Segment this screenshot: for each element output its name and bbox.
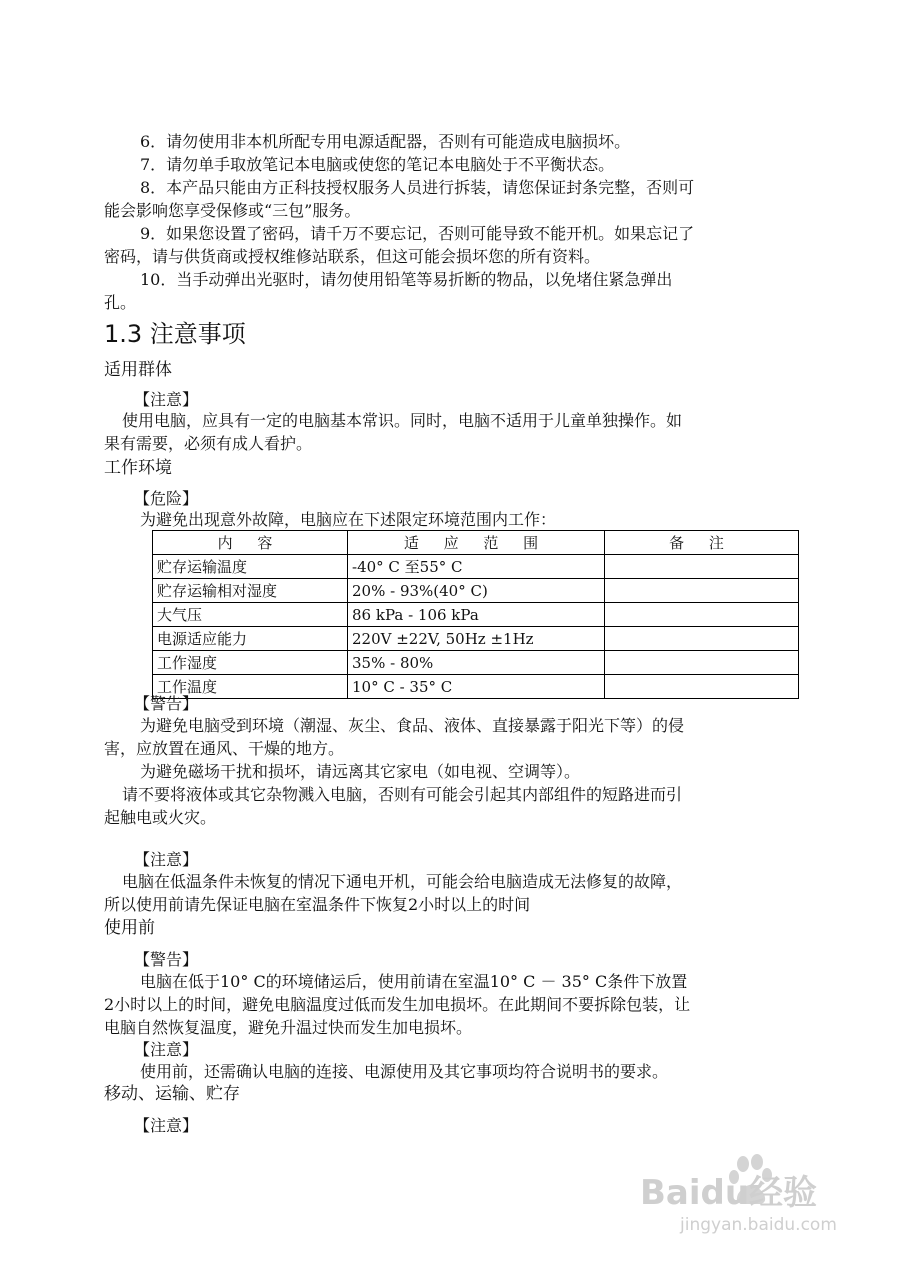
environment-table [152, 530, 799, 699]
table-cell [605, 603, 799, 627]
table-cell [605, 579, 799, 603]
item-9-line2: 密码，请与供货商或授权维修站联系，但这可能会损坏您的所有资料。 [104, 247, 601, 266]
table-cell: 220V ±22V, 50Hz ±1Hz [348, 627, 605, 651]
before-warn-line1: 电脑在低于10° C的环境储运后，使用前请在室温10° C － 35° C条件下放置 [140, 972, 688, 991]
table-cell [605, 675, 799, 699]
env-note-line2: 所以使用前请先保证电脑在室温条件下恢复2小时以上的时间 [104, 895, 531, 914]
group-line1: 使用电脑，应具有一定的电脑基本常识。同时，电脑不适用于儿童单独操作。如 [122, 411, 683, 430]
env-warn-line2: 害，应放置在通风、干燥的地方。 [104, 739, 345, 758]
table-header: 适 应 范 围 [348, 531, 605, 555]
table-cell [605, 627, 799, 651]
table-cell: 贮存运输相对湿度 [153, 579, 348, 603]
group-line2: 果有需要，必须有成人看护。 [104, 434, 313, 453]
env-warn-line4: 请不要将液体或其它杂物溅入电脑，否则有可能会引起其内部组件的短路进而引 [122, 785, 683, 804]
env-warn-line3: 为避免磁场干扰和损坏，请远离其它家电（如电视、空调等）。 [140, 762, 581, 781]
env-intro: 为避免出现意外故障，电脑应在下述限定环境范围内工作： [140, 510, 557, 529]
env-note-line1: 电脑在低温条件未恢复的情况下通电开机，可能会给电脑造成无法修复的故障， [122, 872, 683, 891]
watermark-brand: Baidu经验 [640, 1173, 818, 1213]
item-8-line1: 8．本产品只能由方正科技授权服务人员进行拆装，请您保证封条完整，否则可 [140, 178, 695, 197]
item-9-line1: 9．如果您设置了密码，请千万不要忘记，否则可能导致不能开机。如果忘记了 [140, 224, 695, 243]
table-header: 内 容 [153, 531, 348, 555]
table-header-row [153, 531, 799, 555]
before-note-line: 使用前，还需确认电脑的连接、电源使用及其它事项均符合说明书的要求。 [140, 1062, 669, 1081]
table-row [153, 579, 799, 603]
before-warn-line2: 2小时以上的时间，避免电脑温度过低而发生加电损坏。在此期间不要拆除包装，让 [104, 995, 691, 1014]
before-heading: 使用前 [104, 918, 155, 938]
watermark-url: jingyan.baidu.com [680, 1215, 837, 1235]
table-cell: 工作湿度 [153, 651, 348, 675]
table-row [153, 627, 799, 651]
table-row [153, 651, 799, 675]
item-10-line2: 孔。 [104, 293, 137, 312]
table-cell [605, 555, 799, 579]
table-cell: 35% - 80% [348, 651, 605, 675]
move-note-tag: 【注意】 [134, 1116, 199, 1135]
item-8-line2: 能会影响您享受保修或“三包”服务。 [104, 201, 361, 220]
table-row [153, 555, 799, 579]
move-heading: 移动、运输、贮存 [104, 1084, 240, 1104]
env-heading: 工作环境 [104, 458, 172, 478]
table-cell: 工作温度 [153, 675, 348, 699]
item-6: 6．请勿使用非本机所配专用电源适配器，否则有可能造成电脑损坏。 [140, 132, 631, 151]
table-cell: 贮存运输温度 [153, 555, 348, 579]
item-10-line1: 10．当手动弹出光驱时，请勿使用铅笔等易折断的物品，以免堵住紧急弹出 [140, 270, 673, 289]
table-row [153, 675, 799, 699]
table-cell: -40° C 至55° C [348, 555, 605, 579]
table-cell [605, 651, 799, 675]
table-cell: 电源适应能力 [153, 627, 348, 651]
before-note-tag: 【注意】 [134, 1040, 199, 1059]
table-cell: 20% - 93%(40° C) [348, 579, 605, 603]
baidu-watermark [640, 1150, 860, 1240]
section-title: 1.3 注意事项 [104, 320, 246, 348]
group-note-tag: 【注意】 [134, 390, 199, 409]
before-warning-tag: 【警告】 [134, 950, 199, 969]
env-danger-tag: 【危险】 [134, 489, 199, 508]
before-warn-line3: 电脑自然恢复温度，避免升温过快而发生加电损坏。 [104, 1018, 473, 1037]
table-cell: 大气压 [153, 603, 348, 627]
table-row [153, 603, 799, 627]
table-cell: 86 kPa - 106 kPa [348, 603, 605, 627]
env-warning-tag: 【警告】 [134, 694, 199, 713]
env-note-tag: 【注意】 [134, 850, 199, 869]
item-7: 7．请勿单手取放笔记本电脑或使您的笔记本电脑处于不平衡状态。 [140, 155, 615, 174]
group-heading: 适用群体 [104, 360, 172, 380]
table-header: 备 注 [605, 531, 799, 555]
table-cell: 10° C - 35° C [348, 675, 605, 699]
env-warn-line5: 起触电或火灾。 [104, 808, 217, 827]
env-warn-line1: 为避免电脑受到环境（潮湿、灰尘、食品、液体、直接暴露于阳光下等）的侵 [140, 716, 685, 735]
